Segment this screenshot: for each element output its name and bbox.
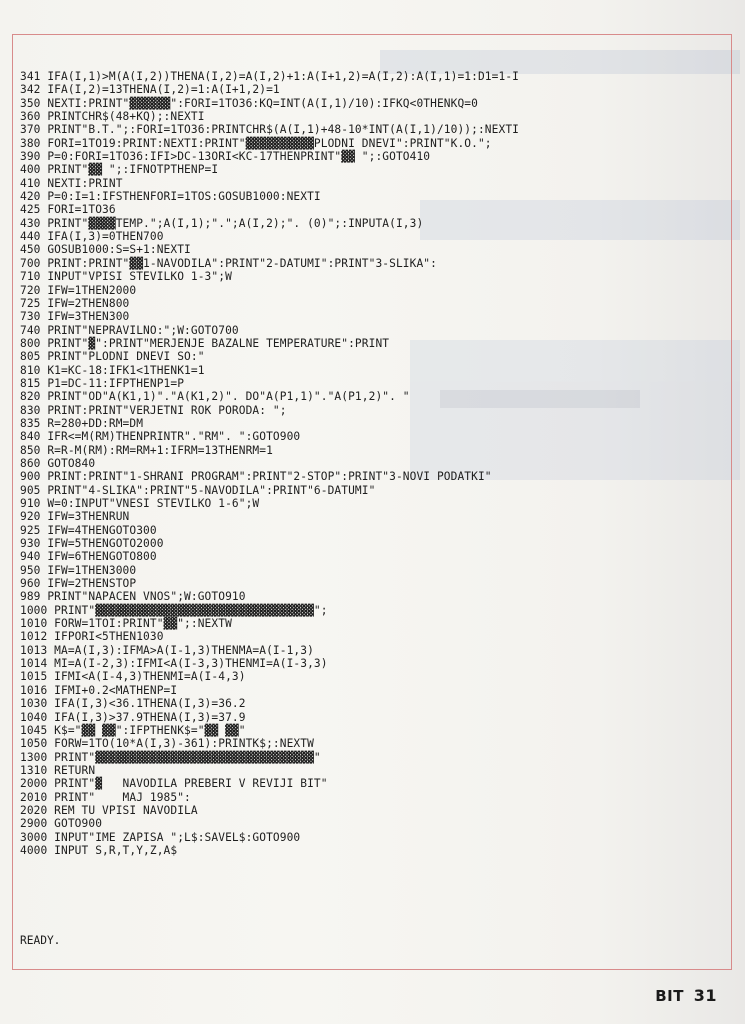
code-line: 2010 PRINT" MAJ 1985": <box>20 790 191 804</box>
page-footer <box>655 986 717 1005</box>
code-line: 440 IFA(I,3)=0THEN700 <box>20 230 164 244</box>
code-line: 2020 REM TU VPISI NAVODILA <box>20 803 198 817</box>
code-line: 1050 FORW=1TO(10*A(I,3)-361):PRINTK$;:NEXTW <box>20 737 314 751</box>
code-line: 1000 PRINT"▓▓▓▓▓▓▓▓▓▓▓▓▓▓▓▓▓▓▓▓▓▓▓▓▓▓▓▓▓▓▓▓"; <box>20 603 328 617</box>
code-line: 341 IFA(I,1)>M(A(I,2))THENA(I,2)=A(I,2)+1:A(I+1,2)=A(I,2):A(I,1)=1:D1=1-I <box>20 70 519 83</box>
magazine-name: BIT <box>655 987 684 1005</box>
code-line: 840 IFR<=M(RM)THENPRINTR"."RM". ":GOTO900 <box>20 430 301 444</box>
basic-program-listing <box>20 70 519 857</box>
code-line: 1016 IFMI+0.2<MATHENP=I <box>20 683 178 697</box>
page-number: 31 <box>693 986 717 1005</box>
code-line: 810 K1=KC-18:IFK1<1THENK1=1 <box>20 363 205 377</box>
code-line: 700 PRINT:PRINT"▓▓1-NAVODILA":PRINT"2-DATUMI":PRINT"3-SLIKA": <box>20 256 437 270</box>
code-line: 390 P=0:FORI=1TO36:IFI>DC-13ORI<KC-17THENPRINT"▓▓ ";:GOTO410 <box>20 150 431 164</box>
code-line: 4000 INPUT S,R,T,Y,Z,A$ <box>20 843 178 857</box>
code-line: 900 PRINT:PRINT"1-SHRANI PROGRAM":PRINT"2-STOP":PRINT"3-NOVI PODATKI" <box>20 470 492 484</box>
code-line: 920 IFW=3THENRUN <box>20 510 130 524</box>
code-line: 2000 PRINT"▓ NAVODILA PREBERI V REVIJI BIT" <box>20 777 328 791</box>
code-line: 815 P1=DC-11:IFPTHENP1=P <box>20 376 185 390</box>
code-line: 3000 INPUT"IME ZAPISA ";L$:SAVEL$:GOTO900 <box>20 830 301 844</box>
code-line: 710 INPUT"VPISI STEVILKO 1-3";W <box>20 270 232 284</box>
code-line: 400 PRINT"▓▓ ";:IFNOTPTHENP=I <box>20 163 219 177</box>
ready-prompt: READY. <box>20 934 61 947</box>
code-line: 410 NEXTI:PRINT <box>20 176 123 190</box>
code-line: 1012 IFPORI<5THEN1030 <box>20 630 164 644</box>
code-line: 850 R=R-M(RM):RM=RM+1:IFRM=13THENRM=1 <box>20 443 273 457</box>
code-line: 725 IFW=2THEN800 <box>20 296 130 310</box>
code-line: 1015 IFMI<A(I-4,3)THENMI=A(I-4,3) <box>20 670 246 684</box>
code-line: 1310 RETURN <box>20 763 96 777</box>
code-line: 425 FORI=1TO36 <box>20 203 116 217</box>
code-line: 370 PRINT"B.T.";:FORI=1TO36:PRINTCHR$(A(I,1)+48-10*INT(A(I,1)/10));:NEXTI <box>20 123 519 137</box>
code-line: 800 PRINT"▓":PRINT"MERJENJE BAZALNE TEMPERATURE":PRINT <box>20 336 390 350</box>
code-line: 925 IFW=4THENGOTO300 <box>20 523 157 537</box>
code-line: 1040 IFA(I,3)>37.9THENA(I,3)=37.9 <box>20 710 246 724</box>
code-line: 910 W=0:INPUT"VNESI STEVILKO 1-6";W <box>20 497 260 510</box>
code-line: 730 IFW=3THEN300 <box>20 310 130 324</box>
code-line: 940 IFW=6THENGOTO800 <box>20 550 157 564</box>
code-line: 835 R=280+DD:RM=DM <box>20 416 144 430</box>
code-line: 1014 MI=A(I-2,3):IFMI<A(I-3,3)THENMI=A(I-3,3) <box>20 657 328 671</box>
code-line: 1030 IFA(I,3)<36.1THENA(I,3)=36.2 <box>20 697 246 711</box>
code-line: 2900 GOTO900 <box>20 817 103 831</box>
code-line: 720 IFW=1THEN2000 <box>20 283 137 297</box>
code-line: 350 NEXTI:PRINT"▓▓▓▓▓▓":FORI=1TO36:KQ=INT(A(I,1)/10):IFKQ<0THENKQ=0 <box>20 96 478 110</box>
code-line: 380 FORI=1TO19:PRINT:NEXTI:PRINT"▓▓▓▓▓▓▓▓▓▓PLODNI DNEVI":PRINT"K.O."; <box>20 136 492 150</box>
code-line: 830 PRINT:PRINT"VERJETNI ROK PORODA: "; <box>20 403 287 417</box>
code-line: 950 IFW=1THEN3000 <box>20 563 137 577</box>
code-line: 930 IFW=5THENGOTO2000 <box>20 537 164 551</box>
code-line: 342 IFA(I,2)=13THENA(I,2)=1:A(I+1,2)=1 <box>20 83 280 97</box>
code-line: 820 PRINT"OD"A(K1,1)"."A(K1,2)". DO"A(P1,1)"."A(P1,2)". " <box>20 390 410 404</box>
code-line: 1013 MA=A(I,3):IFMA>A(I-1,3)THENMA=A(I-1,3) <box>20 643 314 657</box>
code-line: 989 PRINT"NAPACEN VNOS";W:GOTO910 <box>20 590 246 604</box>
code-line: 430 PRINT"▓▓▓▓TEMP.";A(I,1);".";A(I,2);". (0)";:INPUTA(I,3) <box>20 216 424 230</box>
code-line: 420 P=0:I=1:IFSTHENFORI=1TOS:GOSUB1000:NEXTI <box>20 190 321 204</box>
code-line: 1300 PRINT"▓▓▓▓▓▓▓▓▓▓▓▓▓▓▓▓▓▓▓▓▓▓▓▓▓▓▓▓▓▓▓▓" <box>20 750 321 764</box>
code-line: 450 GOSUB1000:S=S+1:NEXTI <box>20 243 191 257</box>
code-line: 740 PRINT"NEPRAVILNO:";W:GOTO700 <box>20 323 239 337</box>
code-line: 1045 K$="▓▓ ▓▓":IFPTHENK$="▓▓ ▓▓" <box>20 723 246 737</box>
code-line: 360 PRINTCHR$(48+KQ);:NEXTI <box>20 110 205 124</box>
code-line: 860 GOTO840 <box>20 456 96 470</box>
code-line: 960 IFW=2THENSTOP <box>20 577 137 591</box>
code-line: 805 PRINT"PLODNI DNEVI SO:" <box>20 350 205 364</box>
code-line: 905 PRINT"4-SLIKA":PRINT"5-NAVODILA":PRINT"6-DATUMI" <box>20 483 376 497</box>
code-line: 1010 FORW=1TOI:PRINT"▓▓";:NEXTW <box>20 617 232 631</box>
